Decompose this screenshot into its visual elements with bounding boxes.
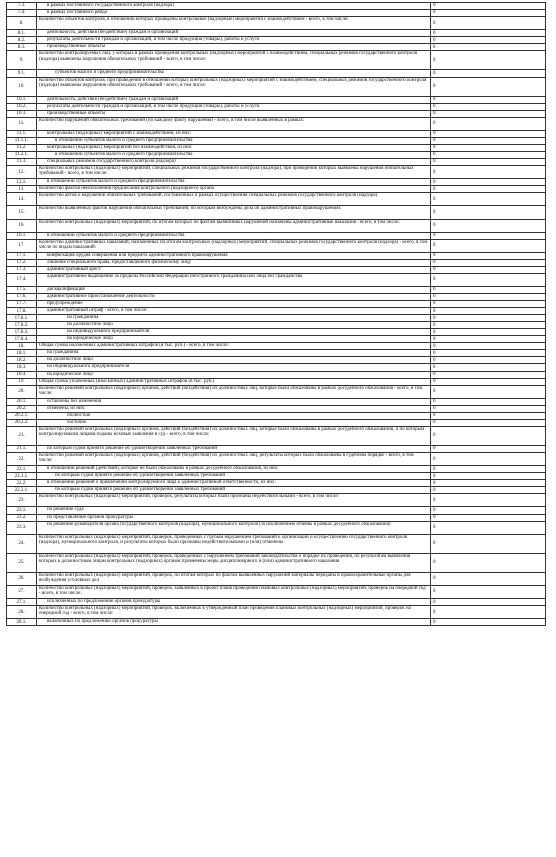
row-label: на должностное лицо bbox=[37, 357, 431, 363]
row-value: 0 bbox=[433, 541, 436, 547]
table-row bbox=[6, 371, 546, 378]
row-label: по которым судом принято решение об удовлетворении заявленных требований bbox=[37, 487, 431, 493]
row-value: 0 bbox=[433, 619, 436, 625]
table-row bbox=[6, 219, 546, 232]
row-number: 23.2. bbox=[7, 515, 37, 521]
row-value: 0 bbox=[433, 131, 436, 137]
table-row bbox=[6, 506, 546, 513]
row-number: 23.1. bbox=[7, 507, 37, 513]
row-number: 10.3. bbox=[7, 111, 37, 117]
row-label: полностью bbox=[37, 413, 431, 419]
row-label: лишение специального права, предоставленного физическому лицу bbox=[37, 260, 431, 266]
row-number: 20.2.1. bbox=[7, 413, 37, 419]
table-row bbox=[6, 77, 546, 96]
row-value: 0 bbox=[433, 104, 436, 110]
row-label: в отношении решений о привлечении контролируемого лица к административной ответственности, из них: bbox=[37, 480, 431, 486]
row-label: по решению суда bbox=[37, 507, 431, 513]
table-row bbox=[6, 585, 546, 598]
row-label: контрольных (надзорных) мероприятий с взаимодействием, из них: bbox=[37, 131, 431, 137]
row-value: 0 bbox=[433, 70, 436, 76]
table-row bbox=[6, 103, 546, 110]
table-row bbox=[6, 9, 546, 16]
row-label: по представлению органов прокуратуры bbox=[37, 515, 431, 521]
row-label: Количество контрольных (надзорных) мероприятий, проверок, по итогам которых по фактам выявленных нарушений материалы переданы в правоохранительные органы для возбуждения уголовных дел bbox=[37, 573, 431, 585]
row-label: включенных по предложению органов прокуратуры bbox=[37, 619, 431, 625]
row-number: 7.4. bbox=[7, 10, 37, 16]
row-value: 0 bbox=[433, 267, 436, 273]
row-number: 17.5. bbox=[7, 287, 37, 293]
table-row bbox=[6, 605, 546, 618]
table-row bbox=[6, 486, 546, 493]
row-number: 10.1. bbox=[7, 97, 37, 103]
row-value: 0 bbox=[433, 260, 436, 266]
row-number: 27. bbox=[7, 586, 37, 598]
table-row bbox=[6, 514, 546, 521]
table-row bbox=[6, 16, 546, 29]
row-number: 20.1. bbox=[7, 399, 37, 405]
row-label: Общая сумма наложенных административных штрафов (в тыс. руб.) - всего, в том числе: bbox=[37, 343, 431, 349]
row-number: 18.4. bbox=[7, 372, 37, 378]
row-value: 0 bbox=[433, 560, 436, 566]
table-row bbox=[6, 398, 546, 405]
table-row bbox=[6, 328, 546, 335]
row-label: Количество административных наказаний, назначенных по итогам контрольных (надзорных) мероприятий, специальных режимов государственного контроля (надзора) - всего, в том числе по видам наказаний: bbox=[37, 240, 431, 252]
row-number: 17.4. bbox=[7, 274, 37, 286]
row-value: 0 bbox=[433, 371, 436, 377]
table-row bbox=[6, 521, 546, 534]
row-number: 28. bbox=[7, 606, 37, 618]
row-value: 0 bbox=[433, 294, 436, 300]
row-number: 20.2.2. bbox=[7, 420, 37, 426]
row-label: в отношении решений (действий), которые не были обжалованы в рамках досудебного обжалования, из них: bbox=[37, 466, 431, 472]
row-value: 0 bbox=[433, 599, 436, 605]
row-label: предупреждение bbox=[37, 301, 431, 307]
row-number: 13. bbox=[7, 186, 37, 192]
row-value: 0 bbox=[433, 589, 436, 595]
row-value: 0 bbox=[433, 406, 436, 412]
table-row bbox=[6, 335, 546, 342]
row-value: 0 bbox=[433, 186, 436, 192]
table-row bbox=[6, 426, 546, 445]
row-label: Количество решений контрольных (надзорных) органов, действий (бездействия) их должностных лиц, которые были обжалованы в рамках досудебного обжалования, и по которым контролируемыми лицами поданы исковые заявления в суд - всего, в том числе: bbox=[37, 427, 431, 445]
row-number: 14. bbox=[7, 193, 37, 205]
row-number: 10.2. bbox=[7, 104, 37, 110]
row-label: оставлены без изменения bbox=[37, 399, 431, 405]
row-label: по решению руководителя органа государственного контроля (надзора), муниципального контроля (за исключением отмены в рамках досудебного обжалования) bbox=[37, 522, 431, 534]
row-label: Количество объектов контроля, в отношении которых проведены контрольные (надзорные) мероприятия с взаимодействием - всего, в том числе: bbox=[37, 17, 431, 29]
row-label: Количество контрольных (надзорных) мероприятий, по итогам которых по фактам выявленных нарушений назначены административные наказания - всего, в том числе: bbox=[37, 220, 431, 232]
table-row bbox=[6, 266, 546, 273]
table-row bbox=[6, 307, 546, 314]
row-label: на индивидуального предпринимателя bbox=[37, 364, 431, 370]
row-value: 0 bbox=[433, 3, 436, 9]
row-number: 20. bbox=[7, 386, 37, 398]
row-number: 15. bbox=[7, 206, 37, 218]
row-label: Количество контрольных (надзорных) мероприятий, проверок, проведенных с грубым нарушением требований к организации и осуществлению государственного контроля (надзора), муниципального контроля, и результаты которых были признаны недействительными и (или) отменены bbox=[37, 535, 431, 553]
row-number: 17.8. bbox=[7, 308, 37, 314]
table-row bbox=[6, 239, 546, 252]
table-row bbox=[6, 273, 546, 286]
row-number: 11.2. bbox=[7, 145, 37, 151]
row-label: Количество объектов контроля, при проведении в отношении которых контрольных (надзорных) мероприятий с взаимодействием, специальных режимов государственного контроля (надзора) выявлены нарушения обязательных требований - всего, в том числе: bbox=[37, 78, 431, 96]
table-row bbox=[6, 2, 546, 9]
table-row bbox=[6, 618, 546, 626]
table-row bbox=[6, 36, 546, 43]
row-number: 23. bbox=[7, 494, 37, 506]
row-label: Количество контрольных (надзорных) мероприятий, специальных режимов государственного контроля (надзора), при проведении которых выявлены нарушения обязательных требований - всего, в том числе: bbox=[37, 166, 431, 178]
row-label: результаты деятельности граждан и организаций, в том числе продукция (товары), работы и услуги bbox=[37, 104, 431, 110]
row-label: Количество актов о нарушении обязательных требований, составленных в рамках осуществления специальных режимов государственного контроля (надзора) bbox=[37, 193, 431, 205]
row-number: 12.1. bbox=[7, 179, 37, 185]
table-row bbox=[6, 205, 546, 218]
table-row bbox=[6, 452, 546, 465]
row-value: 0 bbox=[433, 287, 436, 293]
row-label: Количество фактов неисполнения предписания контрольного (надзорного) органа bbox=[37, 186, 431, 192]
table-row bbox=[6, 572, 546, 585]
row-value: 0 bbox=[433, 20, 436, 26]
row-value: 0 bbox=[433, 253, 436, 259]
row-label: производственные объекты bbox=[37, 111, 431, 117]
row-number: 11. bbox=[7, 118, 37, 130]
row-value: 0 bbox=[433, 364, 436, 370]
row-value: 0 bbox=[433, 399, 436, 405]
row-number: 8.1. bbox=[7, 30, 37, 36]
table-row bbox=[6, 117, 546, 130]
row-label: Общая сумма уплаченных (взысканных) административных штрафов (в тыс. руб.) bbox=[37, 379, 431, 385]
row-value: 0 bbox=[433, 329, 436, 335]
table-row bbox=[6, 252, 546, 259]
table-row bbox=[6, 69, 546, 76]
row-label: на должностное лицо bbox=[37, 322, 431, 328]
row-value: 0 bbox=[433, 487, 436, 493]
row-value: 0 bbox=[433, 357, 436, 363]
row-value: 0 bbox=[433, 576, 436, 582]
row-value: 0 bbox=[433, 138, 436, 144]
row-label: результаты деятельности граждан и организаций, в том числе продукция (товары), работы и услуги bbox=[37, 37, 431, 43]
row-label: частично bbox=[37, 420, 431, 426]
row-value: 0 bbox=[433, 10, 436, 16]
row-value: 0 bbox=[433, 97, 436, 103]
row-value: 0 bbox=[433, 420, 436, 426]
row-number: 22.1.1. bbox=[7, 473, 37, 479]
row-label: Количество контрольных (надзорных) мероприятий, проверок, включенных в утвержденный план проведения плановых контрольных (надзорных) мероприятий, проверок на очередной год - всего, в том числе: bbox=[37, 606, 431, 618]
row-value: 0 bbox=[433, 343, 436, 349]
row-label: субъектов малого и среднего предпринимательства bbox=[37, 70, 431, 76]
table-row bbox=[6, 110, 546, 117]
row-number: 18.1. bbox=[7, 350, 37, 356]
row-label: административное выдворение за пределы Российской Федерации иностранного гражданина или лица без гражданства bbox=[37, 274, 431, 286]
row-number: 17.3. bbox=[7, 267, 37, 273]
report-table bbox=[6, 2, 546, 626]
row-value: 0 bbox=[433, 473, 436, 479]
table-row bbox=[6, 405, 546, 412]
row-label: в отношении субъектов малого и среднего предпринимательства bbox=[37, 179, 431, 185]
table-row bbox=[6, 259, 546, 266]
row-number: 17.8.2. bbox=[7, 322, 37, 328]
table-row bbox=[6, 144, 546, 151]
row-value: 0 bbox=[433, 196, 436, 202]
row-number: 24. bbox=[7, 535, 37, 553]
row-value: 0 bbox=[433, 456, 436, 462]
table-row bbox=[6, 165, 546, 178]
table-row bbox=[6, 363, 546, 370]
row-number: 21. bbox=[7, 427, 37, 445]
table-row bbox=[6, 385, 546, 398]
table-row bbox=[6, 293, 546, 300]
row-value: 0 bbox=[433, 57, 436, 63]
row-number: 17.1. bbox=[7, 253, 37, 259]
row-value: 0 bbox=[433, 497, 436, 503]
row-number: 8. bbox=[7, 17, 37, 29]
table-row bbox=[6, 232, 546, 239]
row-label: на гражданина bbox=[37, 350, 431, 356]
row-number: 22.2. bbox=[7, 480, 37, 486]
row-label: Количество выявленных фактов нарушения обязательных требований, по которым возбуждены дела об административных правонарушениях bbox=[37, 206, 431, 218]
row-number: 7.3. bbox=[7, 3, 37, 9]
table-row bbox=[6, 158, 546, 165]
row-value: 0 bbox=[433, 308, 436, 314]
row-number: 17.8.4. bbox=[7, 336, 37, 342]
table-row bbox=[6, 598, 546, 605]
row-value: 0 bbox=[433, 507, 436, 513]
row-number: 22.2.1. bbox=[7, 487, 37, 493]
row-number: 12. bbox=[7, 166, 37, 178]
table-row bbox=[6, 378, 546, 385]
table-row bbox=[6, 50, 546, 69]
row-label: Количество контрольных (надзорных) мероприятий, проверок, заявленных в проект плана проведения плановых контрольных (надзорных) мероприятий, проверок на очередной год - всего, в том числе: bbox=[37, 586, 431, 598]
row-value: 0 bbox=[433, 111, 436, 117]
table-row bbox=[6, 178, 546, 185]
row-number: 25. bbox=[7, 554, 37, 572]
row-label: в отношении субъектов малого и среднего предпринимательства bbox=[37, 138, 431, 144]
row-number: 17.8.1. bbox=[7, 315, 37, 321]
row-number: 23.3. bbox=[7, 522, 37, 534]
row-value: 0 bbox=[433, 159, 436, 165]
row-number: 11.1. bbox=[7, 131, 37, 137]
row-number: 26. bbox=[7, 573, 37, 585]
row-number: 8.3. bbox=[7, 44, 37, 50]
row-value: 0 bbox=[433, 480, 436, 486]
table-row bbox=[6, 286, 546, 293]
row-value: 0 bbox=[433, 169, 436, 175]
row-value: 0 bbox=[433, 152, 436, 158]
row-number: 17.8.3. bbox=[7, 329, 37, 335]
row-label: административное приостановление деятельности bbox=[37, 294, 431, 300]
row-label: деятельность, действия (бездействие) граждан и организаций bbox=[37, 97, 431, 103]
table-row bbox=[6, 321, 546, 328]
row-value: 0 bbox=[433, 179, 436, 185]
row-number: 9.1. bbox=[7, 70, 37, 76]
table-row bbox=[6, 29, 546, 36]
row-number: 8.2. bbox=[7, 37, 37, 43]
row-value: 0 bbox=[433, 350, 436, 356]
table-row bbox=[6, 185, 546, 192]
row-label: Количество решений контрольных (надзорных) органов, действий (бездействия) их должностных лиц, которые были обжалованы в рамках досудебного обжалования - всего, в том числе: bbox=[37, 386, 431, 398]
row-value: 0 bbox=[433, 30, 436, 36]
table-row bbox=[6, 300, 546, 307]
table-row bbox=[6, 412, 546, 419]
row-label: административный штраф - всего, в том числе: bbox=[37, 308, 431, 314]
table-row bbox=[6, 349, 546, 356]
row-number: 20.2. bbox=[7, 406, 37, 412]
table-row bbox=[6, 130, 546, 137]
row-label: на индивидуального предпринимателя bbox=[37, 329, 431, 335]
row-value: 0 bbox=[433, 389, 436, 395]
row-label: отменены, из них: bbox=[37, 406, 431, 412]
table-row bbox=[6, 465, 546, 472]
row-label: по которым судом принято решение об удовлетворении заявленных требований bbox=[37, 473, 431, 479]
row-label: на гражданина bbox=[37, 315, 431, 321]
row-label: производственные объекты bbox=[37, 44, 431, 50]
row-value: 0 bbox=[433, 243, 436, 249]
row-label: деятельность, действия (бездействие) граждан и организаций bbox=[37, 30, 431, 36]
row-value: 0 bbox=[433, 222, 436, 228]
table-row bbox=[6, 534, 546, 553]
table-row bbox=[6, 472, 546, 479]
row-value: 0 bbox=[433, 301, 436, 307]
row-label: Количество контрольных (надзорных) мероприятий, проверок, проведенных с нарушением требований законодательства о порядке их проведения, по результатам выявления которых к должностным лицам контрольных (надзорных) органов применены меры дисциплинарного и (или) административного наказания bbox=[37, 554, 431, 572]
row-label: Количество контролируемых лиц, у которых в рамках проведения контрольных (надзорных) мероприятий с взаимодействием, специальных режимов государственного контроля (надзора) выявлены нарушения обязательных требований - всего, в том числе: bbox=[37, 51, 431, 69]
row-value: 0 bbox=[433, 209, 436, 215]
row-value: 0 bbox=[433, 378, 436, 384]
row-label: на юридическое лицо bbox=[37, 372, 431, 378]
row-label: в рамках постоянного рейда bbox=[37, 10, 431, 16]
row-number: 17.7. bbox=[7, 301, 37, 307]
row-value: 0 bbox=[433, 121, 436, 127]
row-number: 18.3. bbox=[7, 364, 37, 370]
table-row bbox=[6, 137, 546, 144]
table-row bbox=[6, 192, 546, 205]
row-value: 0 bbox=[433, 37, 436, 43]
row-label: контрольных (надзорных) мероприятий без взаимодействия, из них: bbox=[37, 145, 431, 151]
table-row bbox=[6, 356, 546, 363]
table-row bbox=[6, 493, 546, 506]
row-label: в отношении субъектов малого и среднего предпринимательства bbox=[37, 152, 431, 158]
row-number: 16.1. bbox=[7, 233, 37, 239]
row-number: 10. bbox=[7, 78, 37, 96]
row-value: 0 bbox=[433, 514, 436, 520]
table-row bbox=[6, 419, 546, 426]
row-number: 22. bbox=[7, 453, 37, 465]
row-label: Количество контрольных (надзорных) мероприятий, проверок, результаты которых были признаны недействительными - всего, в том числе: bbox=[37, 494, 431, 506]
row-value: 0 bbox=[433, 83, 436, 89]
table-row bbox=[6, 445, 546, 452]
table-row bbox=[6, 96, 546, 103]
row-label: исключенных по предложению органов прокуратуры bbox=[37, 599, 431, 605]
row-number: 17.2. bbox=[7, 260, 37, 266]
row-value: 0 bbox=[433, 315, 436, 321]
row-value: 0 bbox=[433, 466, 436, 472]
row-label: Количество нарушений обязательных требований (по каждому факту нарушения) - всего, в том числе выявленных в рамках: bbox=[37, 118, 431, 130]
row-label: специальных режимов государственного контроля (надзора) bbox=[37, 159, 431, 165]
table-row bbox=[6, 342, 546, 349]
row-value: 0 bbox=[433, 413, 436, 419]
table-row bbox=[6, 43, 546, 50]
row-value: 0 bbox=[433, 145, 436, 151]
row-label: в рамках постоянного государственного контроля (надзора) bbox=[37, 3, 431, 9]
row-number: 27.1. bbox=[7, 599, 37, 605]
row-number: 21.1. bbox=[7, 446, 37, 452]
row-number: 17.6. bbox=[7, 294, 37, 300]
row-label: конфискация орудия совершения или предмета административного правонарушения bbox=[37, 253, 431, 259]
row-number: 28.1. bbox=[7, 619, 37, 625]
row-label: на юридическое лицо bbox=[37, 336, 431, 342]
row-label: по которым судом принято решение об удовлетворении заявленных требований bbox=[37, 446, 431, 452]
row-number: 11.1.1. bbox=[7, 138, 37, 144]
row-label: Количество решений контрольных (надзорных) органов, действий (бездействия) их должностных лиц, результаты которых были обжалованы в судебном порядке - всего, в том числе: bbox=[37, 453, 431, 465]
row-number: 19. bbox=[7, 379, 37, 385]
table-row bbox=[6, 314, 546, 321]
row-number: 11.2.1. bbox=[7, 152, 37, 158]
row-value: 0 bbox=[433, 609, 436, 615]
row-number: 18. bbox=[7, 343, 37, 349]
row-value: 0 bbox=[433, 524, 436, 530]
table-row bbox=[6, 479, 546, 486]
row-number: 11.3. bbox=[7, 159, 37, 165]
row-value: 0 bbox=[433, 446, 436, 452]
row-label: дисквалификация bbox=[37, 287, 431, 293]
row-value: 0 bbox=[433, 322, 436, 328]
row-label: в отношении субъектов малого и среднего предпринимательства bbox=[37, 233, 431, 239]
row-value: 0 bbox=[433, 232, 436, 238]
row-number: 9. bbox=[7, 51, 37, 69]
row-number: 16. bbox=[7, 220, 37, 232]
table-row bbox=[6, 553, 546, 572]
table-row bbox=[6, 151, 546, 158]
row-value: 0 bbox=[433, 336, 436, 342]
row-number: 18.2. bbox=[7, 357, 37, 363]
row-number: 22.1. bbox=[7, 466, 37, 472]
row-value: 0 bbox=[433, 433, 436, 439]
row-value: 0 bbox=[433, 277, 436, 283]
row-number: 17. bbox=[7, 240, 37, 252]
row-label: административный арест bbox=[37, 267, 431, 273]
row-value: 0 bbox=[433, 44, 436, 50]
